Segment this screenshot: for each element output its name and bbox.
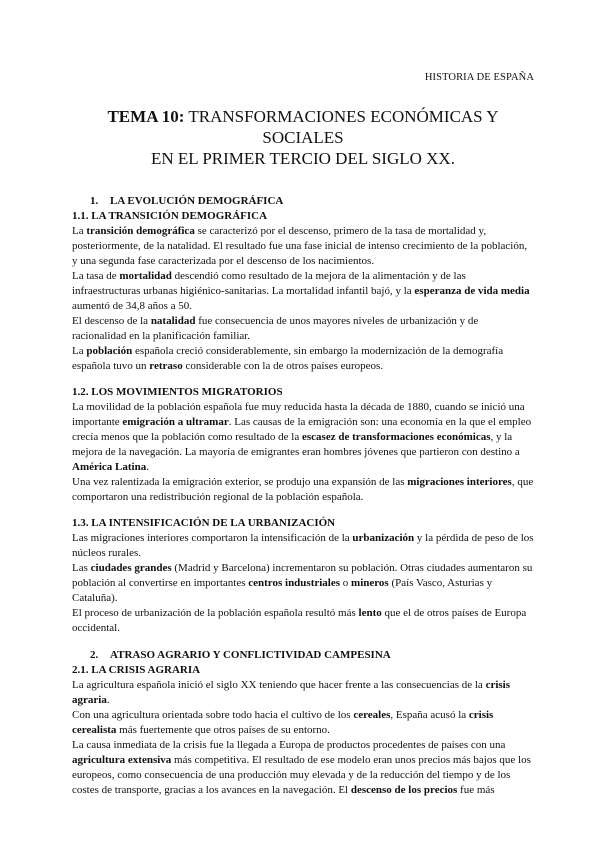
subsection-heading-1-3: 1.3. LA INTENSIFICACIÓN DE LA URBANIZACIÓN (72, 517, 336, 529)
bold-term: escasez de transformaciones económicas (302, 431, 491, 443)
paragraph: Con una agricultura orientada sobre todo hacia el cultivo de los cereales, España acusó la crisis cerealista más fuertemente que otros países de su entorno. (72, 709, 494, 736)
section-number: 2. (90, 649, 99, 661)
bold-term: mineros (351, 577, 389, 589)
title-topic-number: TEMA 10: (107, 107, 185, 126)
paragraph: La causa inmediata de la crisis fue la llegada a Europa de productos procedentes de países con una agricultura extensiva más competitiva. El resultado de ese modelo eran unos precios más bajos que los europeos, como consecuencia de una producción muy elevada y de la reducción del tiempo y de los costes de transporte, gracias a los avances en la navegación. El descenso de los precios fue más (72, 739, 531, 796)
bold-term: emigración a ultramar (122, 416, 229, 428)
paragraph: Las ciudades grandes (Madrid y Barcelona) incrementaron su población. Otras ciudades aumentaron su población al convertirse en importantes centros industriales o mineros (País Vasco, Asturias y Cataluña). (72, 562, 533, 604)
title-line1: TRANSFORMACIONES ECONÓMICAS Y SOCIALES (184, 107, 499, 147)
subsection-heading-1-2: 1.2. LOS MOVIMIENTOS MIGRATORIOS (72, 386, 283, 398)
bold-term: descenso de los precios (350, 784, 458, 796)
section-number: 1. (90, 195, 99, 207)
bold-term: migraciones interiores (407, 476, 512, 488)
section-title: ATRASO AGRARIO Y CONFLICTIVIDAD CAMPESINA (110, 649, 391, 661)
bold-term: cereales (353, 709, 391, 721)
running-header: HISTORIA DE ESPAÑA (424, 72, 534, 83)
paragraph: El descenso de la natalidad fue consecuencia de unos mayores niveles de urbanización y de racionalidad en la planificación familiar. (72, 315, 479, 342)
bold-term: América Latina (72, 461, 147, 473)
bold-term: ciudades grandes (90, 562, 172, 574)
paragraph: La población española creció considerablemente, sin embargo la modernización de la demografía española tuvo un retraso considerable con la de otros países europeos. (72, 345, 504, 372)
bold-term: urbanización (352, 532, 415, 544)
paragraph: La agricultura española inició el siglo XX teniendo que hacer frente a las consecuencias de la crisis agraria. (72, 679, 511, 706)
paragraph: Las migraciones interiores comportaron la intensificación de la urbanización y la pérdida de peso de los núcleos rurales. (72, 532, 534, 559)
page-title (72, 106, 534, 169)
paragraph: La movilidad de la población española fue muy reducida hasta la década de 1880, cuando se inició una importante emigración a ultramar. Las causas de la emigración son: una economía en la que el empleo crecía menos que la población como resultado de la escasez de transformaciones económicas, y la mejora de la navegación. La mayoría de emigrantes eran hombres jóvenes que partieron con destino a América Latina. (72, 401, 532, 473)
bold-term: lento (358, 607, 382, 619)
bold-term: centros industriales (248, 577, 341, 589)
section-title: LA EVOLUCIÓN DEMOGRÁFICA (110, 195, 284, 207)
section-heading-2 (72, 648, 534, 663)
paragraph: El proceso de urbanización de la población española resultó más lento que el de otros países de Europa occidental. (72, 607, 527, 634)
bold-term: población (86, 345, 133, 357)
bold-term: crisis cerealista (72, 709, 494, 736)
bold-term: transición demográfica (86, 225, 195, 237)
paragraph: La transición demográfica se caracterizó por el descenso, primero de la tasa de mortalidad y, posteriormente, de la natalidad. El resultado fue una fase inicial de intenso crecimiento de la población, y una segunda fase caracterizada por el descenso de los nacimientos. (72, 225, 528, 267)
subsection-heading-2-1: 2.1. LA CRISIS AGRARIA (72, 664, 201, 676)
section-heading-1 (72, 194, 534, 209)
bold-term: mortalidad (119, 270, 172, 282)
bold-term: crisis agraria (72, 679, 511, 706)
bold-term: retraso (149, 360, 183, 372)
paragraph: La tasa de mortalidad descendió como resultado de la mejora de la alimentación y de las infraestructuras urbanas higiénico-sanitarias. La mortalidad infantil bajó, y la esperanza de vida media aumentó de 34,8 años a 50. (72, 270, 530, 312)
title-line2: EN EL PRIMER TERCIO DEL SIGLO XX. (151, 149, 455, 168)
bold-term: natalidad (150, 315, 196, 327)
paragraph: Una vez ralentizada la emigración exterior, se produjo una expansión de las migraciones interiores, que comportaron una redistribución regional de la población española. (72, 476, 534, 503)
bold-term: esperanza de vida media (414, 285, 530, 297)
subsection-heading-1-1: 1.1. LA TRANSICIÓN DEMOGRÁFICA (72, 210, 268, 222)
bold-term: agricultura extensiva (72, 754, 172, 766)
